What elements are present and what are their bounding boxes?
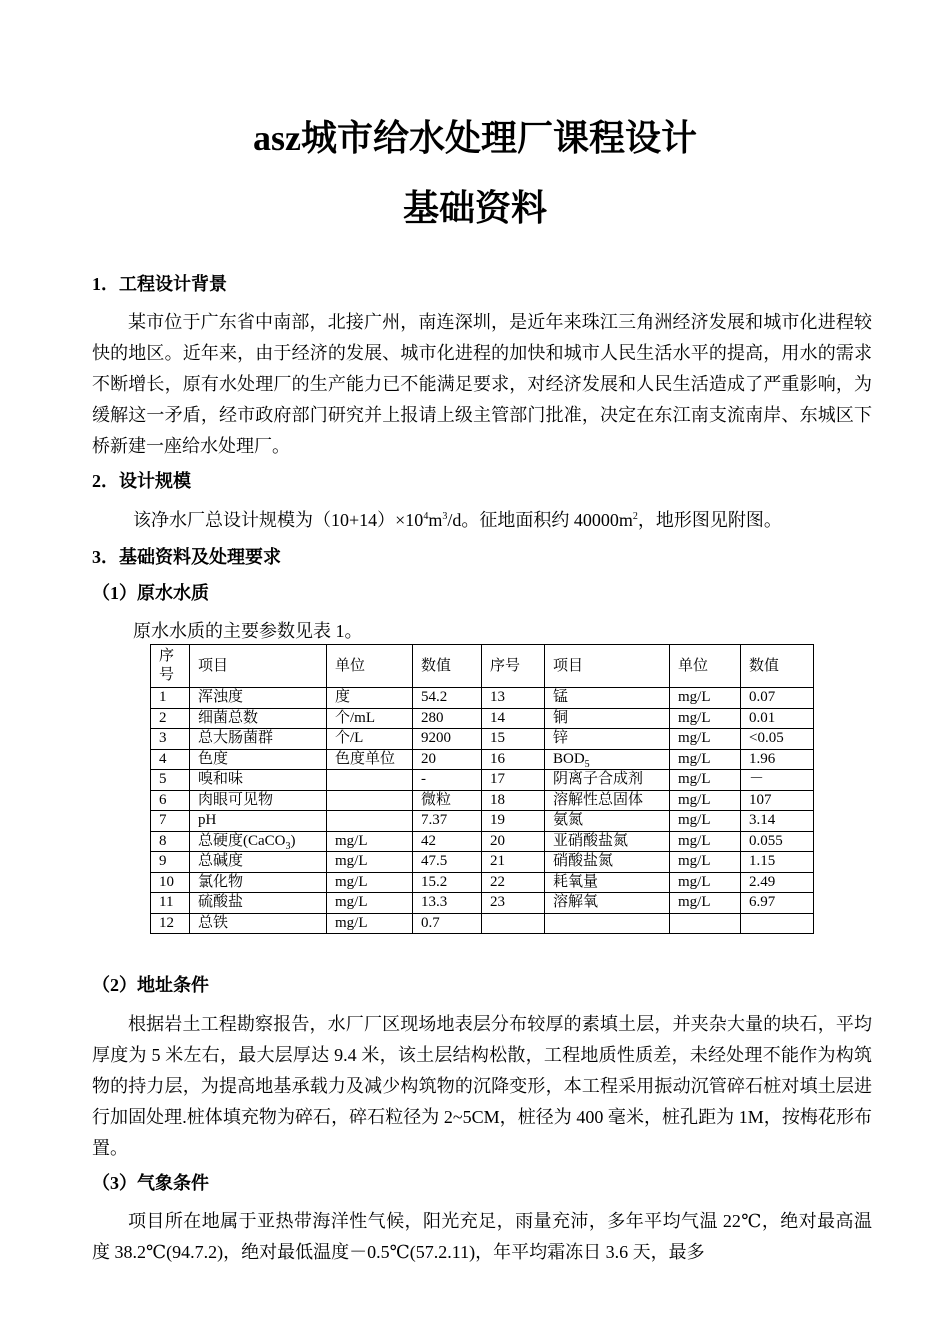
table-cell: 色度 — [190, 749, 327, 770]
subsection-3-heading: （3）气象条件 — [92, 1173, 209, 1193]
table-row — [151, 811, 814, 832]
table-row — [151, 790, 814, 811]
table-cell: 度 — [327, 688, 413, 709]
table-row — [151, 872, 814, 893]
table-cell: mg/L — [327, 913, 413, 934]
table-header-cell: 数值 — [741, 645, 814, 688]
table-header-cell: 项目 — [190, 645, 327, 688]
section-1-heading: 1．工程设计背景 — [92, 274, 227, 294]
water-quality-table — [150, 644, 814, 934]
table-cell — [327, 770, 413, 791]
table-cell: 22 — [482, 872, 545, 893]
table-header-cell: 单位 — [670, 645, 741, 688]
section-2-paragraph: 该净水厂总设计规模为$(10+14)\times 10^4m^3/d$。征地面积约 $40000m^2$，地形图见附图。 — [133, 510, 782, 530]
table-cell: 嗅和味 — [190, 770, 327, 791]
table-cell: 18 — [482, 790, 545, 811]
table-cell: 7 — [151, 811, 190, 832]
table-cell: － — [741, 770, 814, 791]
table-cell: 氯化物 — [190, 872, 327, 893]
table-cell: 总大肠菌群 — [190, 729, 327, 750]
table-cell: 0.055 — [741, 831, 814, 852]
table-cell: 1.15 — [741, 852, 814, 873]
table-row — [151, 688, 814, 709]
table-cell: mg/L — [670, 790, 741, 811]
table-cell: mg/L — [670, 708, 741, 729]
table-cell: 溶解氧 — [545, 893, 670, 914]
table-cell: $BOD_5$ — [545, 749, 670, 770]
table-cell: 8 — [151, 831, 190, 852]
table-cell: 13 — [482, 688, 545, 709]
table-cell: 3 — [151, 729, 190, 750]
table-cell: 21 — [482, 852, 545, 873]
table-cell: 54.2 — [413, 688, 482, 709]
table-cell: 铜 — [545, 708, 670, 729]
table-cell: 20 — [482, 831, 545, 852]
table-row — [151, 708, 814, 729]
subsection-2-paragraph: 根据岩土工程勘察报告，水厂厂区现场地表层分布较厚的素填土层，并夹杂大量的块石，平均厚度为 5 米左右，最大层厚达 9.4 米，该土层结构松散，工程地质性质差，未经处理不能作为构筑物的持力层，为提高地基承载力及减少构筑物的沉降变形，本工程采用振动沉管碎石桩对填土层进行加固处理.桩体填充物为碎石，碎石粒径为 2~5CM，桩径为 400 毫米，桩孔距为 1M，按梅花形布置。 — [92, 1014, 872, 1158]
table-row — [151, 770, 814, 791]
table-cell: 耗氧量 — [545, 872, 670, 893]
table-cell: 色度单位 — [327, 749, 413, 770]
table-cell: 19 — [482, 811, 545, 832]
table-header-cell: 序号 — [151, 645, 190, 688]
table-cell: 微粒 — [413, 790, 482, 811]
table-cell: 0.01 — [741, 708, 814, 729]
subsection-3-paragraph: 项目所在地属于亚热带海洋性气候，阳光充足，雨量充沛，多年平均气温 22℃，绝对最高温度 38.2℃(94.7.2)，绝对最低温度－0.5℃(57.2.11)，年平均霜冻日 3.6 天，最多 — [92, 1211, 872, 1262]
table-cell: mg/L — [670, 852, 741, 873]
table-cell: 11 — [151, 893, 190, 914]
table-cell: mg/L — [327, 831, 413, 852]
table-cell: 肉眼可见物 — [190, 790, 327, 811]
table-cell: 42 — [413, 831, 482, 852]
table-cell: 总硬度(CaCO$_3$) — [190, 831, 327, 852]
table-header-cell: 单位 — [327, 645, 413, 688]
table-cell: 107 — [741, 790, 814, 811]
table-cell: 6.97 — [741, 893, 814, 914]
table-cell — [327, 790, 413, 811]
subsection-2-heading: （2）地址条件 — [92, 975, 209, 995]
table-cell: 硝酸盐氮 — [545, 852, 670, 873]
table-cell: 亚硝酸盐氮 — [545, 831, 670, 852]
table-row — [151, 749, 814, 770]
table-header-cell: 序号 — [482, 645, 545, 688]
table-cell: mg/L — [670, 831, 741, 852]
table-cell: 2.49 — [741, 872, 814, 893]
table-row — [151, 852, 814, 873]
table-cell: 13.3 — [413, 893, 482, 914]
table-cell: 浑浊度 — [190, 688, 327, 709]
table-cell: pH — [190, 811, 327, 832]
table-cell: 总铁 — [190, 913, 327, 934]
table-cell: 20 — [413, 749, 482, 770]
table-cell: 9 — [151, 852, 190, 873]
table-row — [151, 913, 814, 934]
table-cell: 3.14 — [741, 811, 814, 832]
table-cell — [545, 913, 670, 934]
table-cell: 硫酸盐 — [190, 893, 327, 914]
table-cell: 0.07 — [741, 688, 814, 709]
table-cell: 锰 — [545, 688, 670, 709]
table-cell: 总碱度 — [190, 852, 327, 873]
table-header-cell: 项目 — [545, 645, 670, 688]
table-cell: mg/L — [670, 893, 741, 914]
subsection-1-heading: （1）原水水质 — [92, 583, 209, 603]
table-cell: 47.5 — [413, 852, 482, 873]
table-cell: 锌 — [545, 729, 670, 750]
table-cell: 17 — [482, 770, 545, 791]
table-cell: mg/L — [327, 893, 413, 914]
table-cell: mg/L — [670, 729, 741, 750]
table-cell: - — [413, 770, 482, 791]
table-cell: 15 — [482, 729, 545, 750]
table-cell: 16 — [482, 749, 545, 770]
table-cell: 5 — [151, 770, 190, 791]
table-row — [151, 831, 814, 852]
table-cell: mg/L — [670, 872, 741, 893]
table-cell: 0.7 — [413, 913, 482, 934]
table-cell: mg/L — [670, 749, 741, 770]
table-cell — [327, 811, 413, 832]
table-row — [151, 893, 814, 914]
table-cell — [741, 913, 814, 934]
document-title: asz城市给水处理厂课程设计 — [253, 118, 697, 158]
section-2-heading: 2．设计规模 — [92, 471, 191, 491]
table-cell: 1.96 — [741, 749, 814, 770]
table-cell: mg/L — [670, 811, 741, 832]
table-cell: 氨氮 — [545, 811, 670, 832]
table-row — [151, 729, 814, 750]
table-cell: 9200 — [413, 729, 482, 750]
table-cell: mg/L — [670, 770, 741, 791]
table-cell: 4 — [151, 749, 190, 770]
table-header-cell: 数值 — [413, 645, 482, 688]
table-cell: 280 — [413, 708, 482, 729]
table-cell: 12 — [151, 913, 190, 934]
table-cell: 溶解性总固体 — [545, 790, 670, 811]
table-header-row — [151, 645, 814, 688]
table-cell: 个/L — [327, 729, 413, 750]
table-cell: mg/L — [327, 852, 413, 873]
table-cell — [482, 913, 545, 934]
table-cell: 14 — [482, 708, 545, 729]
table-cell: <0.05 — [741, 729, 814, 750]
table-cell: 23 — [482, 893, 545, 914]
table-cell: 2 — [151, 708, 190, 729]
table-intro: 原水水质的主要参数见表 1。 — [133, 621, 363, 641]
table-cell: 细菌总数 — [190, 708, 327, 729]
table-cell — [670, 913, 741, 934]
table-cell: 15.2 — [413, 872, 482, 893]
table-cell: mg/L — [327, 872, 413, 893]
document-subtitle: 基础资料 — [402, 188, 547, 228]
table-cell: 个/mL — [327, 708, 413, 729]
table-cell: 10 — [151, 872, 190, 893]
section-3-heading: 3．基础资料及处理要求 — [92, 547, 281, 567]
table-cell: mg/L — [670, 688, 741, 709]
table-cell: 1 — [151, 688, 190, 709]
table-cell: 7.37 — [413, 811, 482, 832]
table-cell: 6 — [151, 790, 190, 811]
table-cell: 阴离子合成剂 — [545, 770, 670, 791]
section-1-paragraph: 某市位于广东省中南部，北接广州，南连深圳，是近年来珠江三角洲经济发展和城市化进程较快的地区。近年来，由于经济的发展、城市化进程的加快和城市人民生活水平的提高，用水的需求不断增长，原有水处理厂的生产能力已不能满足要求，对经济发展和人民生活造成了严重影响，为缓解这一矛盾，经市政府部门研究并上报请上级主管部门批准，决定在东江南支流南岸、东城区下桥新建一座给水处理厂。 — [92, 312, 872, 456]
